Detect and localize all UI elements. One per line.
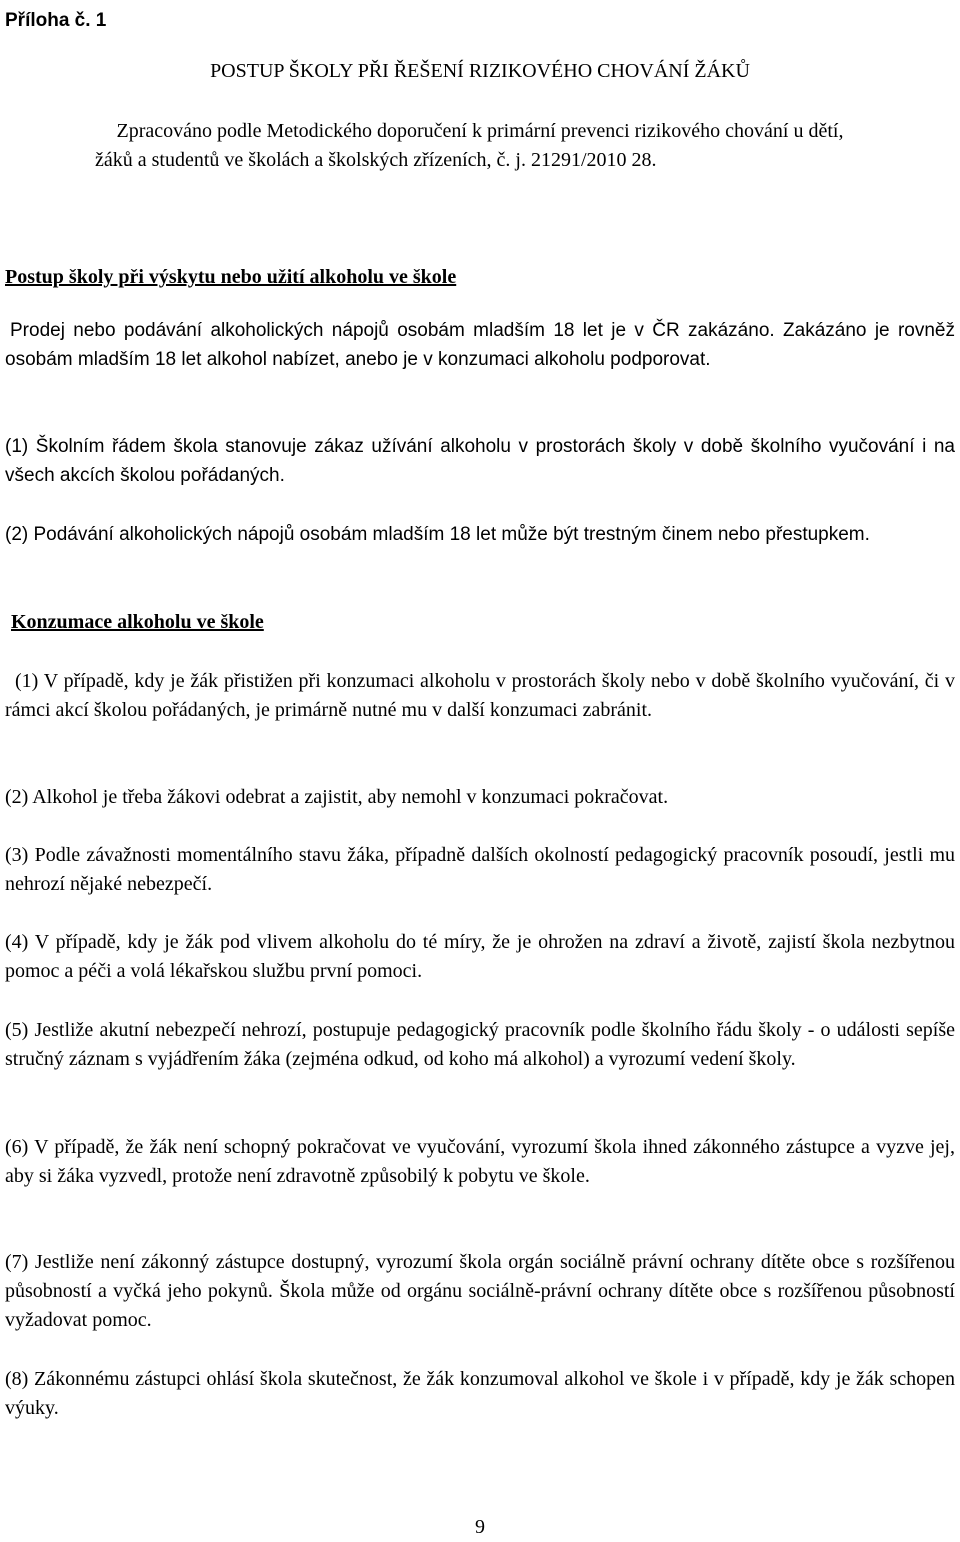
document-title: POSTUP ŠKOLY PŘI ŘEŠENÍ RIZIKOVÉHO CHOVÁNÍ ŽÁKŮ bbox=[210, 60, 750, 82]
section1-paragraph-2: (2) Podávání alkoholických nápojů osobám mladším 18 let může být trestným činem nebo přestupkem. bbox=[5, 524, 870, 545]
page-number: 9 bbox=[475, 1516, 485, 1538]
section2-paragraph-2: (2) Alkohol je třeba žákovi odebrat a zajistit, aby nemohl v konzumaci pokračovat. bbox=[5, 786, 669, 808]
section2-paragraph-1: (1) V případě, kdy je žák přistižen při konzumaci alkoholu v prostorách školy nebo v době školního vyučování, či v rámci akcí školou pořádaných, je primárně nutné mu v další konzumaci zabránit. bbox=[5, 670, 955, 721]
section2-paragraph-8: (8) Zákonnému zástupci ohlásí škola skutečnost, že žák konzumoval alkohol ve škole i v případě, kdy je žák schopen výuky. bbox=[5, 1368, 955, 1419]
section1-heading: Postup školy při výskytu nebo užití alkoholu ve škole bbox=[5, 266, 457, 288]
section1-intro: Prodej nebo podávání alkoholických nápojů osobám mladším 18 let je v ČR zakázáno. Zakázáno je rovněž osobám mladším 18 let alkohol nabízet, anebo je v konzumaci alkoholu podporovat. bbox=[5, 320, 955, 370]
annex-label: Příloha č. 1 bbox=[5, 10, 107, 31]
section2-paragraph-6: (6) V případě, že žák není schopný pokračovat ve vyučování, vyrozumí škola ihned zákonného zástupce a vyzve jej, aby si žáka vyzvedl, protože není zdravotně způsobilý k pobytu ve škole. bbox=[5, 1136, 955, 1187]
section2-paragraph-3: (3) Podle závažnosti momentálního stavu žáka, případně dalších okolností pedagogický pracovník posoudí, jestli mu nehrozí nějaké nebezpečí. bbox=[5, 844, 955, 895]
section1-paragraph-1: (1) Školním řádem škola stanovuje zákaz užívání alkoholu v prostorách školy v době školního vyučování i na všech akcích školou pořádaných. bbox=[5, 436, 955, 486]
section2-paragraph-4: (4) V případě, kdy je žák pod vlivem alkoholu do té míry, že je ohrožen na zdraví a životě, zajistí škola nezbytnou pomoc a péči a volá lékařskou službu první pomoci. bbox=[5, 931, 955, 982]
section2-heading: Konzumace alkoholu ve škole bbox=[11, 611, 264, 633]
section2-paragraph-5: (5) Jestliže akutní nebezpečí nehrozí, postupuje pedagogický pracovník podle školního řádu školy - o události sepíše stručný záznam s vyjádřením žáka (zejména odkud, od koho má alkohol) a vyrozumí vedení školy. bbox=[5, 1019, 955, 1070]
subtitle-line-1: Zpracováno podle Metodického doporučení k primární prevenci rizikového chování u dětí, bbox=[116, 120, 844, 142]
section2-paragraph-7: (7) Jestliže není zákonný zástupce dostupný, vyrozumí škola orgán sociálně právní ochrany dítěte obce s rozšířenou působností a vyčká jeho pokynů. Škola může od orgánu sociálně-právní ochrany dítěte obce s rozšířenou působností vyžadovat pomoc. bbox=[5, 1251, 955, 1331]
subtitle-line-2: žáků a studentů ve školách a školských zřízeních, č. j. 21291/2010 28. bbox=[95, 149, 657, 171]
